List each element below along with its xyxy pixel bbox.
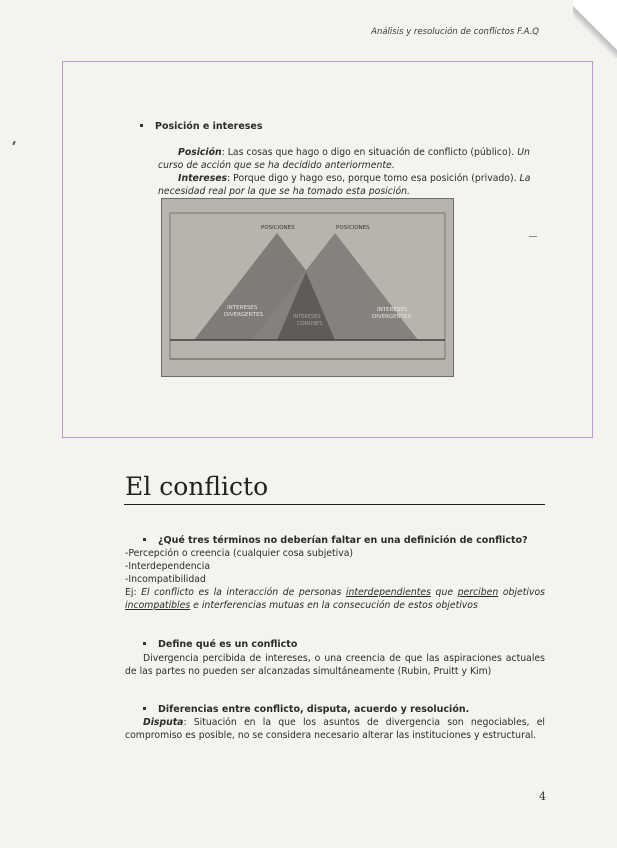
term-italic: La necesidad real por la que se ha tomado esta posición.	[158, 173, 531, 197]
term-italic: Un curso de acción que se ha decidido anteriormente.	[158, 147, 530, 171]
page-corner-fold	[573, 0, 617, 58]
example-underlined: perciben	[457, 587, 499, 598]
example-underlined: incompatibles	[125, 600, 191, 611]
disputa-definition	[125, 716, 545, 742]
example-text: El conflicto es la interacción de personas	[141, 587, 346, 598]
label-posiciones-right: POSICIONES	[336, 225, 370, 231]
term-label: Disputa	[143, 717, 184, 728]
bullet-label: Posición e intereses	[155, 121, 263, 132]
positions-interests-diagram	[161, 198, 454, 377]
title-rule	[124, 504, 545, 505]
list-item: -Interdependencia	[125, 561, 211, 572]
page-number: 4	[539, 790, 546, 803]
bullet-question-3	[143, 704, 469, 715]
example-underlined: interdependientes	[345, 587, 431, 598]
conflict-definition: Divergencia percibida de intereses, o una creencia de que las aspiraciones actuales de las partes no pueden ser alcanzadas simultáneamente (Rubin, Pruitt y Kim)	[125, 653, 545, 677]
term-text: : Las cosas que hago o digo en situación de conflicto (público).	[221, 147, 518, 158]
bullet-icon	[143, 707, 146, 710]
bullet-label: Define qué es un conflicto	[158, 639, 298, 650]
running-header: Análisis y resolución de conflictos F.A.Q	[371, 27, 539, 37]
label-divergent-left-1: INTERESES	[227, 305, 258, 311]
term-label: Posición	[178, 147, 222, 158]
bullet-icon	[143, 642, 146, 645]
diagram-svg	[162, 199, 453, 376]
example-text: objetivos	[498, 587, 545, 598]
bullet-posicion-intereses	[140, 121, 263, 132]
label-divergent-right-1: INTERESES	[377, 307, 408, 313]
term-text: : Porque digo y hago eso, porque tomo esa posición (privado).	[227, 173, 520, 184]
example-prefix: Ej:	[125, 587, 142, 598]
label-divergent-right-2: DIVERGENTES	[372, 314, 412, 320]
definition-intereses	[158, 172, 542, 198]
example-paragraph	[125, 586, 545, 612]
bullet-label: ¿Qué tres términos no deberían faltar en una definición de conflicto?	[158, 535, 528, 546]
list-item: -Percepción o creencia (cualquier cosa subjetiva)	[125, 548, 354, 559]
term-text: : Situación en la que los asuntos de divergencia son negociables, el compromiso es posible, no se considera necesario alterar las instituciones y estructural.	[125, 717, 545, 741]
list-item: -Incompatibilidad	[125, 574, 206, 585]
label-posiciones-left: POSICIONES	[261, 225, 295, 231]
example-text: que	[430, 587, 458, 598]
bullet-question-1	[143, 535, 528, 546]
label-divergent-left-2: DIVERGENTES	[224, 312, 264, 318]
label-common-1: INTERESES	[293, 314, 321, 320]
bullet-icon	[140, 124, 143, 127]
bullet-question-2	[143, 639, 297, 650]
label-common-2: COMUNES	[297, 321, 323, 327]
definition-posicion	[158, 146, 542, 172]
term-label: Intereses	[178, 173, 228, 184]
scan-speck	[12, 141, 16, 145]
bullet-icon	[143, 538, 146, 541]
section-title: El conflicto	[125, 472, 269, 501]
terms-list	[125, 547, 545, 586]
bullet-label: Diferencias entre conflicto, disputa, acuerdo y resolución.	[158, 704, 470, 715]
example-text: e interferencias mutuas en la consecución de estos objetivos	[190, 600, 478, 611]
